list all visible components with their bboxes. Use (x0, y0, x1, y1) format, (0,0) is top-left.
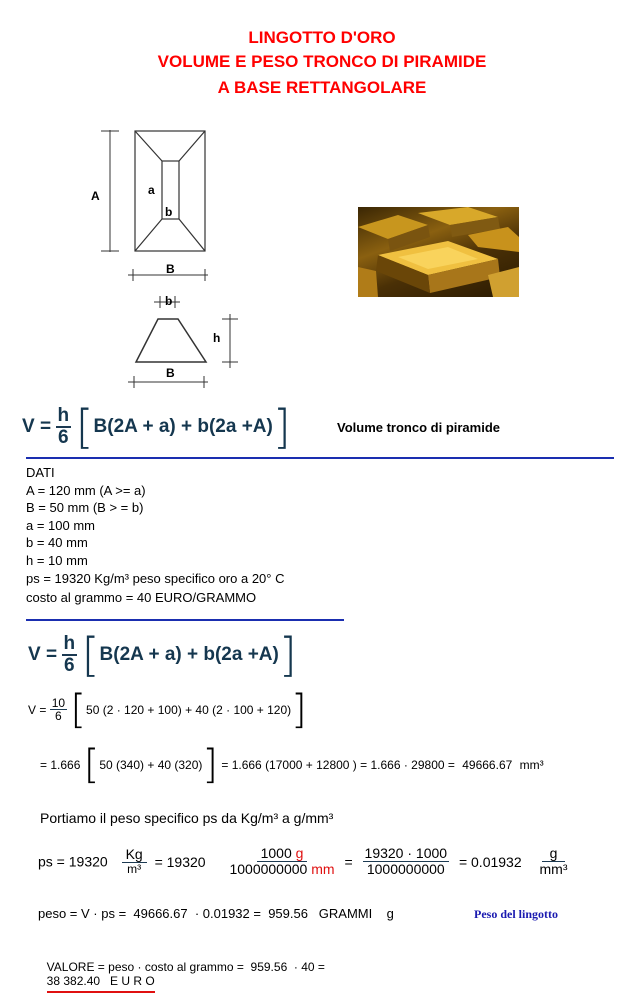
sub-num: 10 (51, 695, 66, 710)
left-bracket: [ (75, 400, 94, 454)
eq3: = 0.01932 (458, 853, 522, 870)
ps-lhs: ps = 19320 (38, 853, 108, 870)
den2: 1000000000 (366, 860, 445, 877)
peso-line: peso = V · ps = 49666.67 · 0.01932 = 959.56 GRAMMI g (38, 906, 394, 921)
volume-formula-2 (28, 628, 297, 682)
step-right-bracket: ] (202, 742, 219, 788)
divider-1 (26, 457, 614, 459)
formula2-body: B(2A + a) + b(2a +A) (99, 644, 279, 665)
unit-fraction (229, 846, 334, 877)
den-big: 1000000000 (229, 860, 308, 877)
dati-line: B = 50 mm (B > = b) (26, 500, 144, 516)
step-lhs: = 1.666 (40, 758, 81, 772)
valore-line (40, 946, 325, 988)
eq2: = (344, 853, 353, 870)
mm-red: mm (311, 860, 335, 877)
peso-note: Peso del lingotto (474, 907, 558, 921)
step-left-bracket: [ (83, 742, 100, 788)
kg-label: Kg (122, 847, 147, 863)
num2: 19320 · 1000 (364, 845, 448, 861)
kg-m3-fraction (122, 847, 147, 876)
title-line1: LINGOTTO D'ORO (248, 28, 396, 47)
value-fraction (363, 846, 450, 877)
dati-line: a = 100 mm (26, 517, 96, 533)
step-line (40, 742, 544, 788)
mm3-label: mm³ (539, 860, 568, 877)
step-result: 49666.67 (462, 758, 513, 772)
sub-left-bracket: [ (70, 687, 87, 733)
right-bracket: ] (272, 400, 291, 454)
g-mm3-fraction (540, 846, 568, 877)
volume-formula (22, 400, 291, 454)
title-line2: VOLUME E PESO TRONCO DI PIRAMIDE (157, 52, 487, 71)
step-unit: mm³ (519, 758, 544, 772)
dati-line: costo al grammo = 40 EURO/GRAMMO (26, 590, 257, 606)
dati-line: b = 40 mm (26, 535, 88, 551)
formula-body: B(2A + a) + b(2a +A) (93, 416, 273, 437)
label-A: A (91, 189, 100, 203)
valore-result: 38 382.40 E U R O (47, 974, 155, 993)
sub-den: 6 (55, 709, 62, 724)
side-label-B: B (166, 366, 175, 380)
title-line3: A BASE RETTANGOLARE (217, 78, 427, 97)
side-label-b: b (165, 294, 173, 308)
label-B: B (166, 262, 175, 276)
side-label-h: h (213, 331, 221, 345)
conversion-intro: Portiamo il peso specifico ps da Kg/m³ a g/mm³ (40, 810, 334, 826)
formula-lhs: V = (22, 416, 52, 437)
sub-fraction (50, 697, 67, 724)
formula2-lhs: V = (28, 644, 58, 665)
formula-fraction (56, 406, 72, 449)
g-red: g (295, 845, 304, 861)
dati-block (26, 464, 284, 607)
formula2-fraction (62, 634, 78, 677)
label-a: a (148, 183, 155, 197)
dati-line: ps = 19320 Kg/m³ peso specifico oro a 20° C (26, 570, 285, 586)
sub-right-bracket: ] (291, 687, 307, 733)
formula2-den: 6 (64, 654, 75, 676)
num-1000: 1000 (260, 845, 292, 861)
eq1: = 19320 (154, 853, 206, 870)
left-bracket-2: [ (81, 628, 100, 682)
dati-line: A = 120 mm (A >= a) (26, 482, 146, 498)
top-view-diagram (95, 120, 225, 285)
m3-label: m³ (127, 861, 142, 876)
step-rest: = 1.666 (17000 + 12800 ) = 1.666 · 29800 = (221, 758, 455, 772)
sub-body: 50 (2 · 120 + 100) + 40 (2 · 100 + 120) (86, 703, 292, 717)
formula-den: 6 (58, 426, 69, 448)
dati-line: h = 10 mm (26, 552, 88, 568)
formula2-num: h (63, 632, 76, 654)
dati-heading: DATI (26, 465, 55, 480)
divider-2 (26, 619, 344, 621)
sub-lhs: V = (28, 703, 47, 717)
conversion-equation (38, 846, 568, 877)
substitution-line (28, 687, 307, 733)
valore-text: VALORE = peso · costo al grammo = 959.56 · 40 = (46, 960, 325, 974)
g-label: g (542, 846, 566, 862)
right-bracket-2: ] (278, 628, 297, 682)
unit-den (229, 862, 334, 877)
unit-num (257, 846, 308, 862)
step-body: 50 (340) + 40 (320) (99, 758, 203, 772)
formula-num: h (57, 404, 70, 426)
formula-caption: Volume tronco di piramide (337, 420, 501, 435)
side-view-diagram (122, 292, 247, 392)
label-b: b (165, 205, 173, 219)
gold-bars-photo (358, 207, 519, 297)
